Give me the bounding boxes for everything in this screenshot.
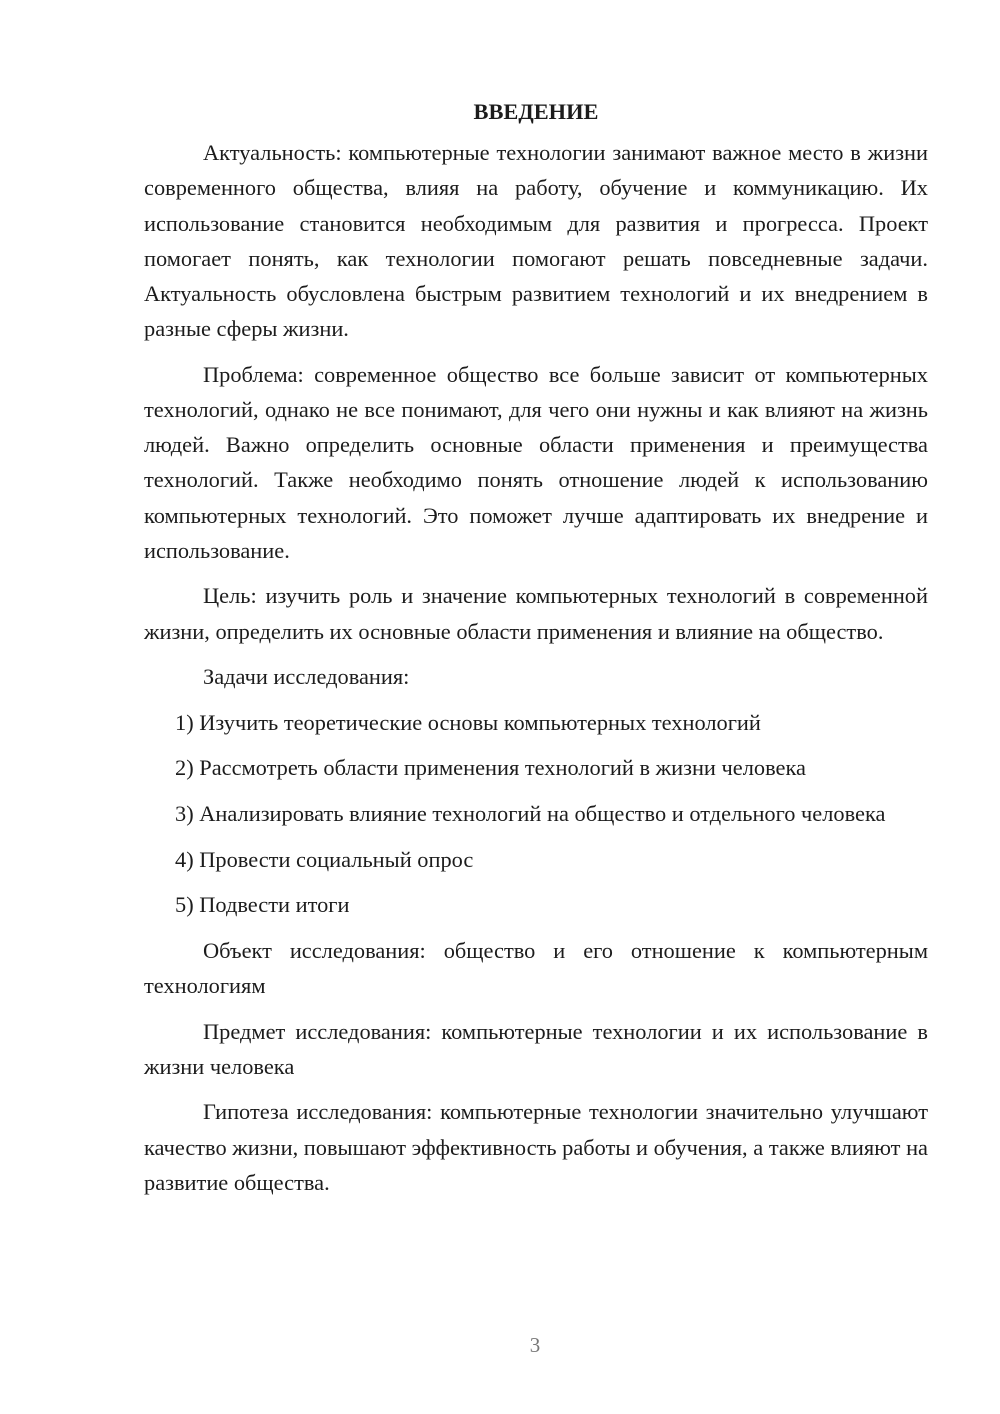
paragraph-object: Объект исследования: общество и его отношение к компьютерным технологиям — [144, 937, 928, 998]
task-item-5: 5) Подвести итоги — [175, 892, 350, 918]
paragraph-subject: Предмет исследования: компьютерные технологии и их использование в жизни человека — [144, 1018, 928, 1079]
page-number: 3 — [529, 1333, 541, 1357]
section-title: ВВЕДЕНИЕ — [473, 99, 599, 124]
paragraph-hypothesis: Гипотеза исследования: компьютерные технологии значительно улучшают качество жизни, повышают эффективность работы и обучения, а также влияют на развитие общества. — [144, 1099, 928, 1195]
paragraph-tasks-heading: Задачи исследования: — [203, 664, 410, 690]
task-item-4: 4) Провести социальный опрос — [175, 846, 474, 872]
paragraph-problem: Проблема: современное общество все больше зависит от компьютерных технологий, однако не все понимают, для чего они нужны и как влияют на жизнь людей. Важно определить основные области применения и преимущества технологий. Также необходимо понять отношение людей к использованию компьютерных технологий. Это поможет лучше адаптировать их внедрение и использование. — [144, 361, 928, 563]
task-item-2: 2) Рассмотреть области применения технологий в жизни человека — [175, 755, 806, 781]
task-item-1: 1) Изучить теоретические основы компьютерных технологий — [175, 709, 761, 735]
document-page — [144, 94, 928, 1210]
paragraph-goal: Цель: изучить роль и значение компьютерных технологий в современной жизни, определить их основные области применения и влияние на общество. — [144, 583, 928, 644]
task-item-3: 3) Анализировать влияние технологий на общество и отдельного человека — [175, 801, 886, 826]
paragraph-relevance: Актуальность: компьютерные технологии занимают важное место в жизни современного общества, влияя на работу, обучение и коммуникацию. Их использование становится необходимым для развития и прогресса. Проект помогает понять, как технологии помогают решать повседневные задачи. Актуальность обусловлена быстрым развитием технологий и их внедрением в разные сферы жизни. — [144, 140, 928, 342]
